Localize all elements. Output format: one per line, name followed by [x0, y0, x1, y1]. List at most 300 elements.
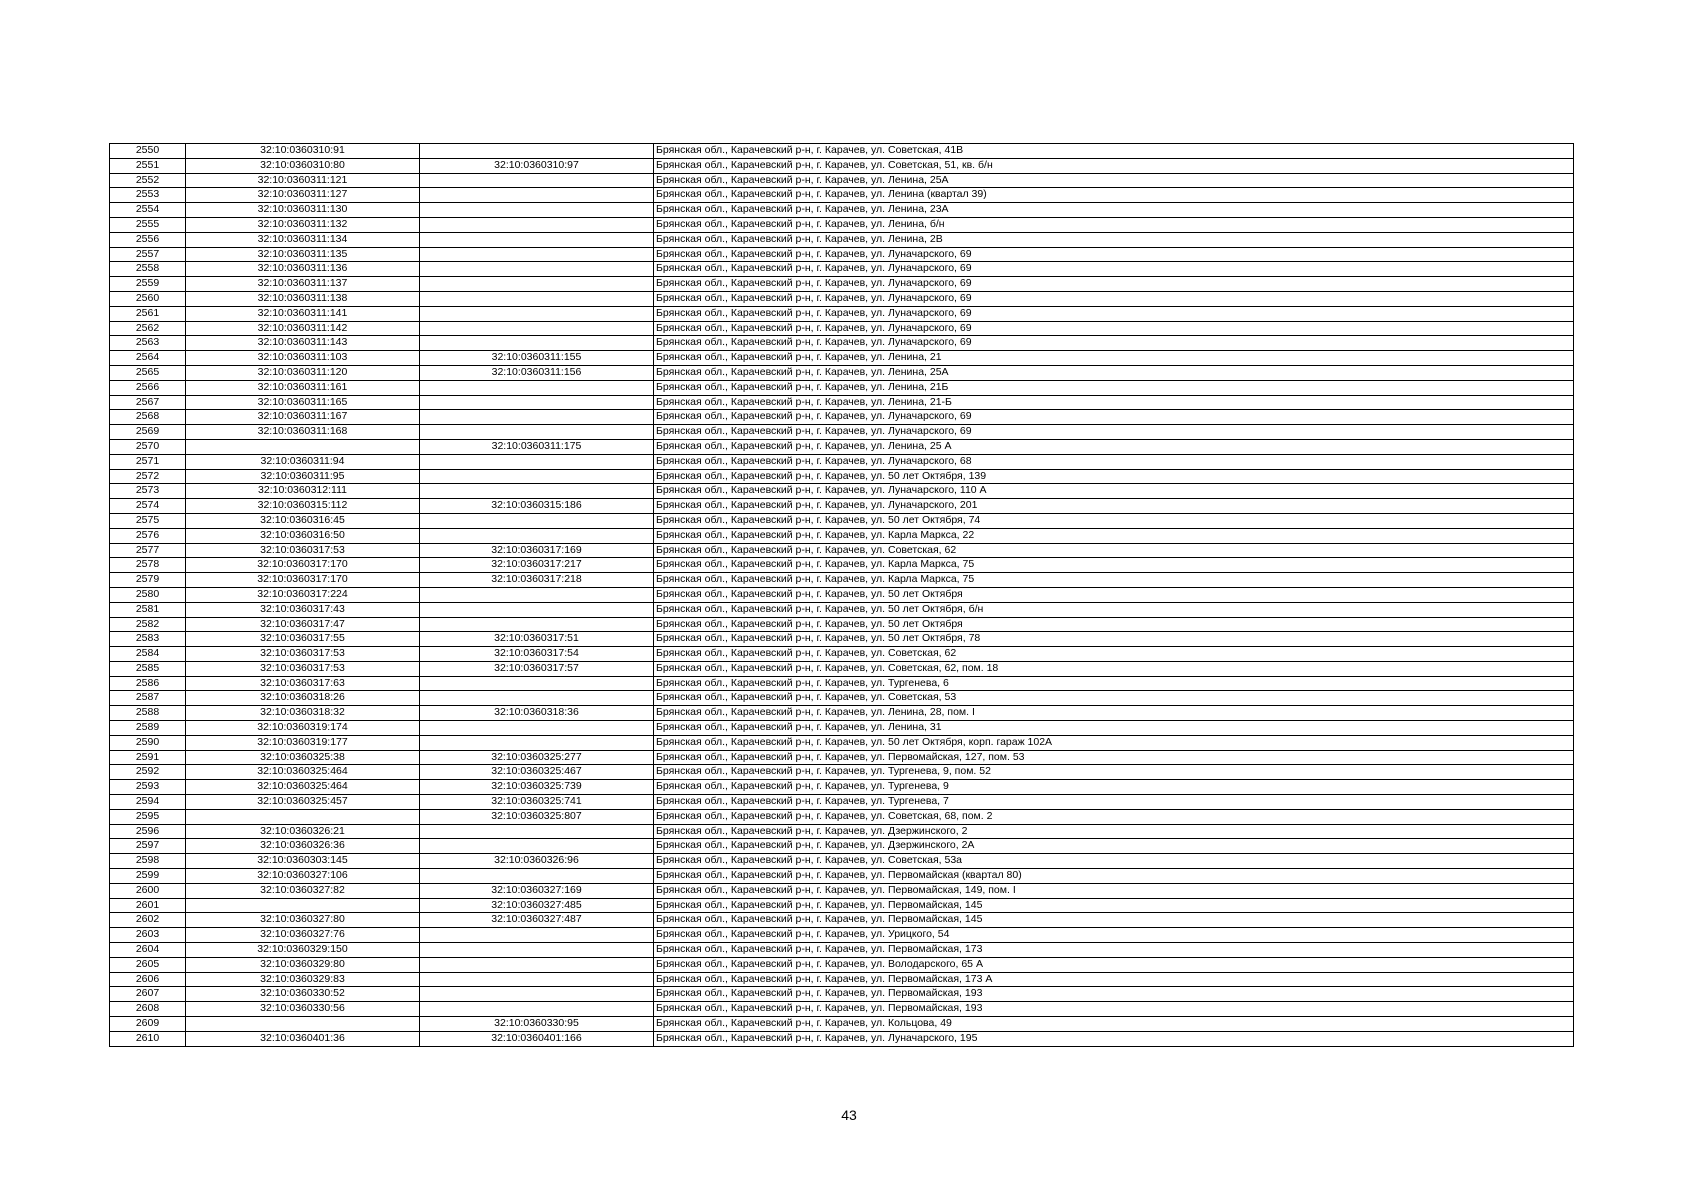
- table-row: [110, 232, 1574, 247]
- related-cadastral-number-cell: 32:10:0360317:51: [420, 632, 654, 647]
- table-row: [110, 158, 1574, 173]
- related-cadastral-number-cell: 32:10:0360317:218: [420, 573, 654, 588]
- related-cadastral-number-cell: [420, 824, 654, 839]
- cadastral-number-cell: 32:10:0360329:150: [186, 943, 420, 958]
- address-cell: Брянская обл., Карачевский р-н, г. Карачев, ул. Луначарского, 195: [654, 1031, 1574, 1046]
- table-row: [110, 617, 1574, 632]
- row-number-cell: 2570: [110, 439, 186, 454]
- row-number-cell: 2602: [110, 913, 186, 928]
- address-cell: Брянская обл., Карачевский р-н, г. Карачев, ул. 50 лет Октября: [654, 587, 1574, 602]
- address-cell: Брянская обл., Карачевский р-н, г. Карачев, ул. Ленина, 2В: [654, 232, 1574, 247]
- row-number-cell: 2580: [110, 587, 186, 602]
- cadastral-number-cell: 32:10:0360311:136: [186, 262, 420, 277]
- cadastral-number-cell: 32:10:0360311:138: [186, 291, 420, 306]
- address-cell: Брянская обл., Карачевский р-н, г. Карачев, ул. Кольцова, 49: [654, 1017, 1574, 1032]
- table-row: [110, 587, 1574, 602]
- address-cell: Брянская обл., Карачевский р-н, г. Карачев, ул. Ленина, 21: [654, 351, 1574, 366]
- row-number-cell: 2607: [110, 987, 186, 1002]
- row-number-cell: 2555: [110, 217, 186, 232]
- cadastral-number-cell: 32:10:0360311:168: [186, 425, 420, 440]
- related-cadastral-number-cell: [420, 839, 654, 854]
- address-cell: Брянская обл., Карачевский р-н, г. Карачев, ул. Карла Маркса, 75: [654, 573, 1574, 588]
- row-number-cell: 2581: [110, 602, 186, 617]
- cadastral-number-cell: 32:10:0360311:141: [186, 306, 420, 321]
- cadastral-number-cell: 32:10:0360317:47: [186, 617, 420, 632]
- row-number-cell: 2573: [110, 484, 186, 499]
- address-cell: Брянская обл., Карачевский р-н, г. Карачев, ул. Луначарского, 201: [654, 499, 1574, 514]
- table-row: [110, 558, 1574, 573]
- table-row: [110, 306, 1574, 321]
- related-cadastral-number-cell: [420, 676, 654, 691]
- cadastral-number-cell: 32:10:0360317:53: [186, 661, 420, 676]
- row-number-cell: 2586: [110, 676, 186, 691]
- related-cadastral-number-cell: [420, 306, 654, 321]
- address-cell: Брянская обл., Карачевский р-н, г. Карачев, ул. Советская, 62, пом. 18: [654, 661, 1574, 676]
- row-number-cell: 2606: [110, 972, 186, 987]
- related-cadastral-number-cell: [420, 1002, 654, 1017]
- table-row: [110, 602, 1574, 617]
- address-cell: Брянская обл., Карачевский р-н, г. Карачев, ул. Советская, 51, кв. б/н: [654, 158, 1574, 173]
- cadastral-number-cell: 32:10:0360401:36: [186, 1031, 420, 1046]
- cadastral-number-cell: 32:10:0360310:91: [186, 144, 420, 159]
- table-row: [110, 647, 1574, 662]
- address-cell: Брянская обл., Карачевский р-н, г. Карачев, ул. Тургенева, 7: [654, 795, 1574, 810]
- address-cell: Брянская обл., Карачевский р-н, г. Карачев, ул. Дзержинского, 2А: [654, 839, 1574, 854]
- table-row: [110, 188, 1574, 203]
- cadastral-number-cell: 32:10:0360317:170: [186, 558, 420, 573]
- address-cell: Брянская обл., Карачевский р-н, г. Карачев, ул. Володарского, 65 А: [654, 957, 1574, 972]
- row-number-cell: 2576: [110, 528, 186, 543]
- address-cell: Брянская обл., Карачевский р-н, г. Карачев, ул. Первомайская (квартал 80): [654, 869, 1574, 884]
- row-number-cell: 2595: [110, 809, 186, 824]
- address-cell: Брянская обл., Карачевский р-н, г. Карачев, ул. Ленина (квартал 39): [654, 188, 1574, 203]
- table-row: [110, 573, 1574, 588]
- related-cadastral-number-cell: [420, 721, 654, 736]
- related-cadastral-number-cell: [420, 321, 654, 336]
- cadastral-number-cell: 32:10:0360325:457: [186, 795, 420, 810]
- table-row: [110, 839, 1574, 854]
- address-cell: Брянская обл., Карачевский р-н, г. Карачев, ул. Первомайская, 149, пом. I: [654, 883, 1574, 898]
- cadastral-number-cell: 32:10:0360311:137: [186, 277, 420, 292]
- address-cell: Брянская обл., Карачевский р-н, г. Карачев, ул. Первомайская, 173 А: [654, 972, 1574, 987]
- related-cadastral-number-cell: 32:10:0360327:487: [420, 913, 654, 928]
- address-cell: Брянская обл., Карачевский р-н, г. Карачев, ул. Тургенева, 9: [654, 780, 1574, 795]
- address-cell: Брянская обл., Карачевский р-н, г. Карачев, ул. Тургенева, 9, пом. 52: [654, 765, 1574, 780]
- related-cadastral-number-cell: 32:10:0360325:741: [420, 795, 654, 810]
- table-row: [110, 513, 1574, 528]
- cadastral-number-cell: 32:10:0360330:52: [186, 987, 420, 1002]
- row-number-cell: 2597: [110, 839, 186, 854]
- table-row: [110, 484, 1574, 499]
- related-cadastral-number-cell: 32:10:0360318:36: [420, 706, 654, 721]
- related-cadastral-number-cell: 32:10:0360317:57: [420, 661, 654, 676]
- address-cell: Брянская обл., Карачевский р-н, г. Карачев, ул. Луначарского, 68: [654, 454, 1574, 469]
- cadastral-number-cell: [186, 1017, 420, 1032]
- table-row: [110, 750, 1574, 765]
- related-cadastral-number-cell: [420, 262, 654, 277]
- address-cell: Брянская обл., Карачевский р-н, г. Карачев, ул. Ленина, 31: [654, 721, 1574, 736]
- related-cadastral-number-cell: [420, 602, 654, 617]
- address-cell: Брянская обл., Карачевский р-н, г. Карачев, ул. Урицкого, 54: [654, 928, 1574, 943]
- table-row: [110, 321, 1574, 336]
- row-number-cell: 2600: [110, 883, 186, 898]
- address-cell: Брянская обл., Карачевский р-н, г. Карачев, ул. 50 лет Октября, 139: [654, 469, 1574, 484]
- address-cell: Брянская обл., Карачевский р-н, г. Карачев, ул. Дзержинского, 2: [654, 824, 1574, 839]
- related-cadastral-number-cell: 32:10:0360310:97: [420, 158, 654, 173]
- table-row: [110, 454, 1574, 469]
- cadastral-number-cell: 32:10:0360311:167: [186, 410, 420, 425]
- cadastral-number-cell: 32:10:0360316:45: [186, 513, 420, 528]
- address-cell: Брянская обл., Карачевский р-н, г. Карачев, ул. Луначарского, 69: [654, 425, 1574, 440]
- cadastral-number-cell: 32:10:0360311:121: [186, 173, 420, 188]
- address-cell: Брянская обл., Карачевский р-н, г. Карачев, ул. Луначарского, 69: [654, 321, 1574, 336]
- cadastral-number-cell: 32:10:0360318:32: [186, 706, 420, 721]
- related-cadastral-number-cell: [420, 291, 654, 306]
- table-row: [110, 706, 1574, 721]
- table-row: [110, 1031, 1574, 1046]
- row-number-cell: 2568: [110, 410, 186, 425]
- cadastral-number-cell: 32:10:0360325:464: [186, 780, 420, 795]
- row-number-cell: 2603: [110, 928, 186, 943]
- related-cadastral-number-cell: 32:10:0360401:166: [420, 1031, 654, 1046]
- row-number-cell: 2563: [110, 336, 186, 351]
- related-cadastral-number-cell: [420, 144, 654, 159]
- page-number: 43: [841, 1107, 857, 1123]
- related-cadastral-number-cell: 32:10:0360330:95: [420, 1017, 654, 1032]
- related-cadastral-number-cell: [420, 277, 654, 292]
- row-number-cell: 2579: [110, 573, 186, 588]
- table-row: [110, 957, 1574, 972]
- related-cadastral-number-cell: [420, 513, 654, 528]
- address-cell: Брянская обл., Карачевский р-н, г. Карачев, ул. Первомайская, 193: [654, 987, 1574, 1002]
- related-cadastral-number-cell: 32:10:0360317:217: [420, 558, 654, 573]
- address-cell: Брянская обл., Карачевский р-н, г. Карачев, ул. Советская, 62: [654, 543, 1574, 558]
- cadastral-number-cell: [186, 439, 420, 454]
- related-cadastral-number-cell: [420, 528, 654, 543]
- related-cadastral-number-cell: 32:10:0360315:186: [420, 499, 654, 514]
- address-cell: Брянская обл., Карачевский р-н, г. Карачев, ул. Ленина, 21-Б: [654, 395, 1574, 410]
- cadastral-number-cell: 32:10:0360319:177: [186, 735, 420, 750]
- related-cadastral-number-cell: [420, 380, 654, 395]
- cadastral-number-cell: 32:10:0360317:43: [186, 602, 420, 617]
- address-cell: Брянская обл., Карачевский р-н, г. Карачев, ул. Первомайская, 127, пом. 53: [654, 750, 1574, 765]
- cadastral-number-cell: 32:10:0360315:112: [186, 499, 420, 514]
- row-number-cell: 2553: [110, 188, 186, 203]
- table-row: [110, 439, 1574, 454]
- address-cell: Брянская обл., Карачевский р-н, г. Карачев, ул. Ленина, 21Б: [654, 380, 1574, 395]
- row-number-cell: 2565: [110, 365, 186, 380]
- row-number-cell: 2572: [110, 469, 186, 484]
- related-cadastral-number-cell: [420, 425, 654, 440]
- table-row: [110, 987, 1574, 1002]
- address-cell: Брянская обл., Карачевский р-н, г. Карачев, ул. Первомайская, 193: [654, 1002, 1574, 1017]
- cadastral-number-cell: [186, 898, 420, 913]
- cadastral-number-cell: 32:10:0360311:120: [186, 365, 420, 380]
- table-row: [110, 262, 1574, 277]
- row-number-cell: 2598: [110, 854, 186, 869]
- table-row: [110, 735, 1574, 750]
- address-cell: Брянская обл., Карачевский р-н, г. Карачев, ул. Луначарского, 69: [654, 410, 1574, 425]
- cadastral-number-cell: 32:10:0360311:132: [186, 217, 420, 232]
- table-row: [110, 351, 1574, 366]
- property-registry-table: [109, 143, 1574, 1047]
- cadastral-number-cell: 32:10:0360325:464: [186, 765, 420, 780]
- cadastral-number-cell: 32:10:0360318:26: [186, 691, 420, 706]
- address-cell: Брянская обл., Карачевский р-н, г. Карачев, ул. Советская, 53: [654, 691, 1574, 706]
- table-row: [110, 1017, 1574, 1032]
- table-row: [110, 380, 1574, 395]
- cadastral-number-cell: 32:10:0360327:80: [186, 913, 420, 928]
- address-cell: Брянская обл., Карачевский р-н, г. Карачев, ул. Ленина, 25А: [654, 173, 1574, 188]
- related-cadastral-number-cell: 32:10:0360317:169: [420, 543, 654, 558]
- address-cell: Брянская обл., Карачевский р-н, г. Карачев, ул. Луначарского, 69: [654, 306, 1574, 321]
- row-number-cell: 2551: [110, 158, 186, 173]
- row-number-cell: 2588: [110, 706, 186, 721]
- table-row: [110, 632, 1574, 647]
- row-number-cell: 2560: [110, 291, 186, 306]
- address-cell: Брянская обл., Карачевский р-н, г. Карачев, ул. Карла Маркса, 22: [654, 528, 1574, 543]
- row-number-cell: 2569: [110, 425, 186, 440]
- cadastral-number-cell: 32:10:0360316:50: [186, 528, 420, 543]
- table-row: [110, 972, 1574, 987]
- table-row: [110, 173, 1574, 188]
- row-number-cell: 2577: [110, 543, 186, 558]
- cadastral-number-cell: 32:10:0360311:134: [186, 232, 420, 247]
- table-row: [110, 721, 1574, 736]
- related-cadastral-number-cell: [420, 943, 654, 958]
- cadastral-number-cell: 32:10:0360317:224: [186, 587, 420, 602]
- address-cell: Брянская обл., Карачевский р-н, г. Карачев, ул. Ленина, 28, пом. I: [654, 706, 1574, 721]
- address-cell: Брянская обл., Карачевский р-н, г. Карачев, ул. Советская, 68, пом. 2: [654, 809, 1574, 824]
- cadastral-number-cell: 32:10:0360327:76: [186, 928, 420, 943]
- related-cadastral-number-cell: 32:10:0360325:277: [420, 750, 654, 765]
- table-row: [110, 780, 1574, 795]
- related-cadastral-number-cell: 32:10:0360311:175: [420, 439, 654, 454]
- table-row: [110, 217, 1574, 232]
- table-row: [110, 144, 1574, 159]
- row-number-cell: 2599: [110, 869, 186, 884]
- related-cadastral-number-cell: 32:10:0360326:96: [420, 854, 654, 869]
- table-row: [110, 277, 1574, 292]
- cadastral-number-cell: 32:10:0360329:83: [186, 972, 420, 987]
- row-number-cell: 2552: [110, 173, 186, 188]
- row-number-cell: 2575: [110, 513, 186, 528]
- row-number-cell: 2601: [110, 898, 186, 913]
- related-cadastral-number-cell: [420, 410, 654, 425]
- address-cell: Брянская обл., Карачевский р-н, г. Карачев, ул. Луначарского, 69: [654, 291, 1574, 306]
- related-cadastral-number-cell: 32:10:0360311:156: [420, 365, 654, 380]
- table-row: [110, 336, 1574, 351]
- table-body: [110, 144, 1574, 1047]
- related-cadastral-number-cell: [420, 395, 654, 410]
- related-cadastral-number-cell: 32:10:0360327:169: [420, 883, 654, 898]
- table-row: [110, 528, 1574, 543]
- cadastral-number-cell: 32:10:0360317:53: [186, 543, 420, 558]
- related-cadastral-number-cell: [420, 173, 654, 188]
- row-number-cell: 2562: [110, 321, 186, 336]
- address-cell: Брянская обл., Карачевский р-н, г. Карачев, ул. 50 лет Октября, 78: [654, 632, 1574, 647]
- cadastral-number-cell: 32:10:0360311:103: [186, 351, 420, 366]
- table-row: [110, 499, 1574, 514]
- address-cell: Брянская обл., Карачевский р-н, г. Карачев, ул. 50 лет Октября: [654, 617, 1574, 632]
- related-cadastral-number-cell: 32:10:0360325:467: [420, 765, 654, 780]
- cadastral-number-cell: 32:10:0360311:135: [186, 247, 420, 262]
- related-cadastral-number-cell: [420, 587, 654, 602]
- cadastral-number-cell: 32:10:0360327:82: [186, 883, 420, 898]
- table-row: [110, 247, 1574, 262]
- table-row: [110, 913, 1574, 928]
- table-row: [110, 691, 1574, 706]
- cadastral-number-cell: 32:10:0360303:145: [186, 854, 420, 869]
- cadastral-number-cell: 32:10:0360326:21: [186, 824, 420, 839]
- related-cadastral-number-cell: [420, 972, 654, 987]
- cadastral-number-cell: 32:10:0360311:94: [186, 454, 420, 469]
- address-cell: Брянская обл., Карачевский р-н, г. Карачев, ул. Луначарского, 69: [654, 262, 1574, 277]
- cadastral-number-cell: 32:10:0360311:95: [186, 469, 420, 484]
- row-number-cell: 2585: [110, 661, 186, 676]
- address-cell: Брянская обл., Карачевский р-н, г. Карачев, ул. Луначарского, 110 А: [654, 484, 1574, 499]
- cadastral-number-cell: 32:10:0360317:170: [186, 573, 420, 588]
- related-cadastral-number-cell: 32:10:0360317:54: [420, 647, 654, 662]
- row-number-cell: 2591: [110, 750, 186, 765]
- table-row: [110, 543, 1574, 558]
- cadastral-number-cell: 32:10:0360311:161: [186, 380, 420, 395]
- table-row: [110, 410, 1574, 425]
- table-row: [110, 883, 1574, 898]
- row-number-cell: 2587: [110, 691, 186, 706]
- related-cadastral-number-cell: [420, 469, 654, 484]
- table-row: [110, 869, 1574, 884]
- cadastral-number-cell: 32:10:0360311:130: [186, 203, 420, 218]
- address-cell: Брянская обл., Карачевский р-н, г. Карачев, ул. Луначарского, 69: [654, 247, 1574, 262]
- cadastral-number-cell: 32:10:0360327:106: [186, 869, 420, 884]
- related-cadastral-number-cell: 32:10:0360325:807: [420, 809, 654, 824]
- table-row: [110, 425, 1574, 440]
- row-number-cell: 2558: [110, 262, 186, 277]
- row-number-cell: 2593: [110, 780, 186, 795]
- row-number-cell: 2610: [110, 1031, 186, 1046]
- table-row: [110, 809, 1574, 824]
- row-number-cell: 2583: [110, 632, 186, 647]
- address-cell: Брянская обл., Карачевский р-н, г. Карачев, ул. Советская, 62: [654, 647, 1574, 662]
- row-number-cell: 2559: [110, 277, 186, 292]
- row-number-cell: 2567: [110, 395, 186, 410]
- table-row: [110, 795, 1574, 810]
- cadastral-number-cell: 32:10:0360311:143: [186, 336, 420, 351]
- row-number-cell: 2608: [110, 1002, 186, 1017]
- row-number-cell: 2554: [110, 203, 186, 218]
- address-cell: Брянская обл., Карачевский р-н, г. Карачев, ул. 50 лет Октября, б/н: [654, 602, 1574, 617]
- related-cadastral-number-cell: [420, 928, 654, 943]
- cadastral-number-cell: 32:10:0360310:80: [186, 158, 420, 173]
- row-number-cell: 2605: [110, 957, 186, 972]
- related-cadastral-number-cell: [420, 987, 654, 1002]
- row-number-cell: 2590: [110, 735, 186, 750]
- address-cell: Брянская обл., Карачевский р-н, г. Карачев, ул. Первомайская, 173: [654, 943, 1574, 958]
- table-row: [110, 203, 1574, 218]
- cadastral-number-cell: 32:10:0360312:111: [186, 484, 420, 499]
- related-cadastral-number-cell: [420, 617, 654, 632]
- related-cadastral-number-cell: 32:10:0360327:485: [420, 898, 654, 913]
- row-number-cell: 2592: [110, 765, 186, 780]
- table-row: [110, 943, 1574, 958]
- table-row: [110, 365, 1574, 380]
- cadastral-number-cell: 32:10:0360311:127: [186, 188, 420, 203]
- cadastral-number-cell: 32:10:0360317:55: [186, 632, 420, 647]
- cadastral-number-cell: 32:10:0360325:38: [186, 750, 420, 765]
- related-cadastral-number-cell: [420, 247, 654, 262]
- related-cadastral-number-cell: [420, 484, 654, 499]
- table-row: [110, 765, 1574, 780]
- row-number-cell: 2571: [110, 454, 186, 469]
- table-row: [110, 469, 1574, 484]
- related-cadastral-number-cell: [420, 869, 654, 884]
- row-number-cell: 2584: [110, 647, 186, 662]
- related-cadastral-number-cell: [420, 203, 654, 218]
- related-cadastral-number-cell: [420, 336, 654, 351]
- address-cell: Брянская обл., Карачевский р-н, г. Карачев, ул. Ленина, б/н: [654, 217, 1574, 232]
- address-cell: Брянская обл., Карачевский р-н, г. Карачев, ул. Ленина, 23А: [654, 203, 1574, 218]
- address-cell: Брянская обл., Карачевский р-н, г. Карачев, ул. Тургенева, 6: [654, 676, 1574, 691]
- row-number-cell: 2594: [110, 795, 186, 810]
- address-cell: Брянская обл., Карачевский р-н, г. Карачев, ул. Советская, 41В: [654, 144, 1574, 159]
- table-row: [110, 824, 1574, 839]
- address-cell: Брянская обл., Карачевский р-н, г. Карачев, ул. Луначарского, 69: [654, 336, 1574, 351]
- row-number-cell: 2582: [110, 617, 186, 632]
- related-cadastral-number-cell: [420, 957, 654, 972]
- table-row: [110, 395, 1574, 410]
- cadastral-number-cell: 32:10:0360330:56: [186, 1002, 420, 1017]
- table-row: [110, 291, 1574, 306]
- address-cell: Брянская обл., Карачевский р-н, г. Карачев, ул. Первомайская, 145: [654, 898, 1574, 913]
- related-cadastral-number-cell: [420, 217, 654, 232]
- row-number-cell: 2589: [110, 721, 186, 736]
- cadastral-number-cell: [186, 809, 420, 824]
- row-number-cell: 2564: [110, 351, 186, 366]
- row-number-cell: 2556: [110, 232, 186, 247]
- related-cadastral-number-cell: [420, 188, 654, 203]
- address-cell: Брянская обл., Карачевский р-н, г. Карачев, ул. 50 лет Октября, корп. гараж 102А: [654, 735, 1574, 750]
- row-number-cell: 2596: [110, 824, 186, 839]
- row-number-cell: 2578: [110, 558, 186, 573]
- address-cell: Брянская обл., Карачевский р-н, г. Карачев, ул. Карла Маркса, 75: [654, 558, 1574, 573]
- related-cadastral-number-cell: 32:10:0360311:155: [420, 351, 654, 366]
- row-number-cell: 2604: [110, 943, 186, 958]
- table-row: [110, 898, 1574, 913]
- row-number-cell: 2609: [110, 1017, 186, 1032]
- address-cell: Брянская обл., Карачевский р-н, г. Карачев, ул. Луначарского, 69: [654, 277, 1574, 292]
- table-row: [110, 1002, 1574, 1017]
- related-cadastral-number-cell: 32:10:0360325:739: [420, 780, 654, 795]
- cadastral-number-cell: 32:10:0360326:36: [186, 839, 420, 854]
- table-row: [110, 661, 1574, 676]
- table-row: [110, 854, 1574, 869]
- cadastral-number-cell: 32:10:0360311:142: [186, 321, 420, 336]
- row-number-cell: 2566: [110, 380, 186, 395]
- cadastral-number-cell: 32:10:0360311:165: [186, 395, 420, 410]
- table-row: [110, 676, 1574, 691]
- cadastral-number-cell: 32:10:0360317:53: [186, 647, 420, 662]
- related-cadastral-number-cell: [420, 691, 654, 706]
- address-cell: Брянская обл., Карачевский р-н, г. Карачев, ул. Ленина, 25 А: [654, 439, 1574, 454]
- cadastral-number-cell: 32:10:0360329:80: [186, 957, 420, 972]
- address-cell: Брянская обл., Карачевский р-н, г. Карачев, ул. Первомайская, 145: [654, 913, 1574, 928]
- related-cadastral-number-cell: [420, 232, 654, 247]
- address-cell: Брянская обл., Карачевский р-н, г. Карачев, ул. Ленина, 25А: [654, 365, 1574, 380]
- row-number-cell: 2561: [110, 306, 186, 321]
- table-row: [110, 928, 1574, 943]
- row-number-cell: 2557: [110, 247, 186, 262]
